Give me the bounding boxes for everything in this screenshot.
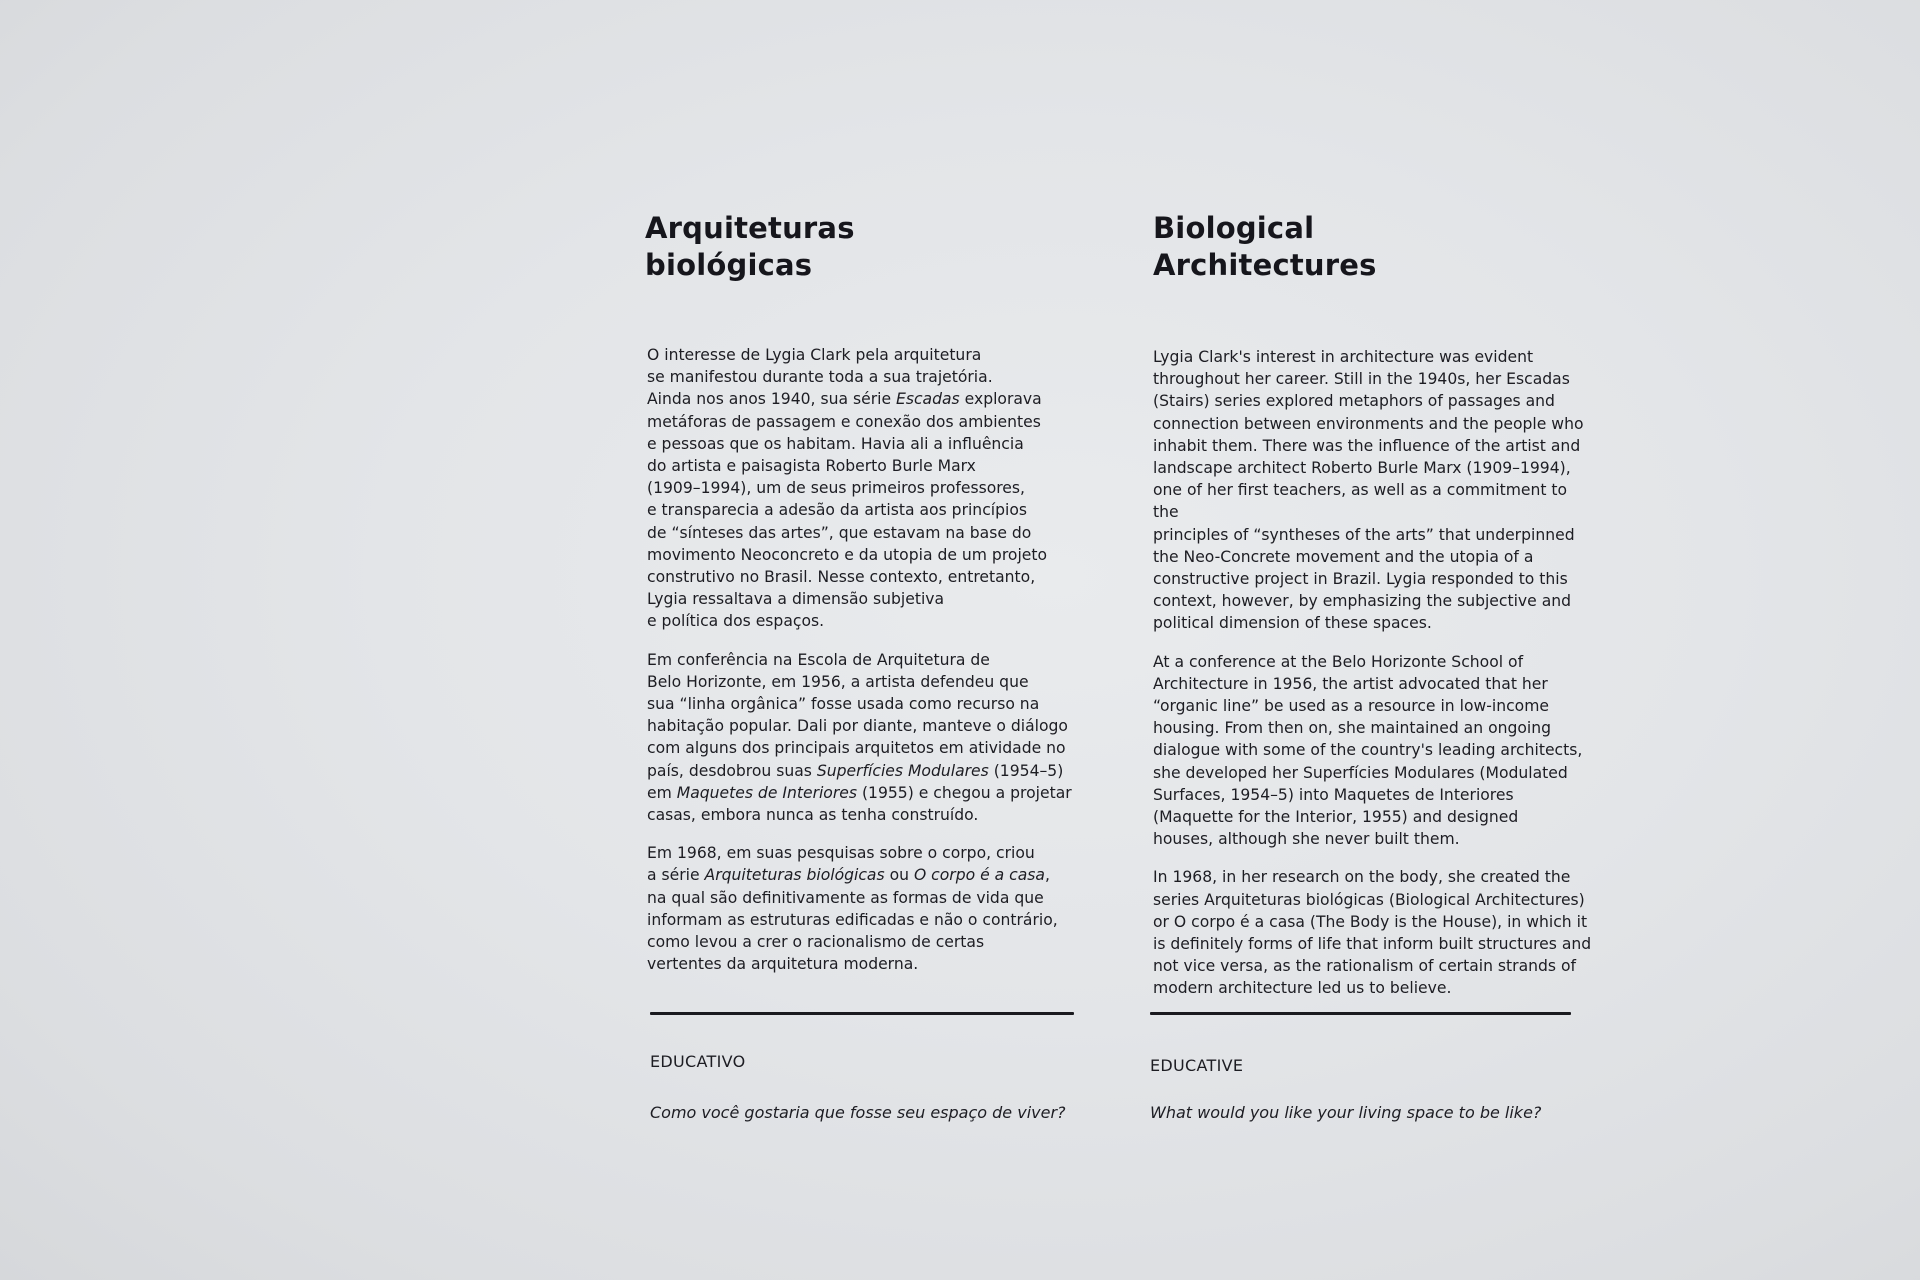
english-body	[1153, 346, 1593, 1016]
paragraph-text: , na qual são definitivamente as formas de vida que informam as estruturas edificadas e não o contrário, como levou a crer o racionalismo de certas vertentes da arquitetura moderna.	[647, 866, 1058, 974]
italic-title-text: O corpo é a casa	[913, 866, 1045, 885]
body-paragraph	[1153, 651, 1593, 851]
english-divider	[1150, 1012, 1571, 1015]
paragraph-text: explorava metáforas de passagem e conexão dos ambientes e pessoas que os habitam. Havia ali a influência do artista e paisagista Roberto Burle Marx (1909–1994), um de seus primeiros professores, e transparecia a adesão da artista aos princípios de “sínteses das artes”, que estavam na base do movimento Neoconcreto e da utopia de um projeto construtivo no Brasil. Nesse contexto, entretanto, Lygia ressaltava a dimensão subjetiva e política dos espaços.	[647, 390, 1048, 631]
paragraph-text: O interesse de Lygia Clark pela arquitetura se manifestou durante toda a sua trajetória. Ainda nos anos 1940, sua série	[647, 346, 993, 409]
paragraph-text: Em 1968, em suas pesquisas sobre o corpo, criou a série	[647, 844, 1035, 885]
body-paragraph	[1153, 866, 1593, 999]
english-educational-question: What would you like your living space to be like?	[1150, 1103, 1542, 1122]
paragraph-text: Em conferência na Escola de Arquitetura de Belo Horizonte, em 1956, a artista defendeu que sua “linha orgânica” fosse usada como recurso na habitação popular. Dali por diante, manteve o diálogo com alguns dos principais arquitetos em atividade no país, desdobrou suas	[647, 650, 1068, 780]
english-title: Biological Architectures	[1153, 211, 1377, 282]
paragraph-text: In 1968, in her research on the body, she created the series Arquiteturas biológicas (Biological Architectures) or O corpo é a casa (The Body is the House), in which it is definitely forms of life that inform built structures and not vice versa, as the rationalism of certain strands of modern architecture led us to believe.	[1153, 868, 1592, 998]
portuguese-column	[645, 210, 1085, 1122]
portuguese-title: Arquiteturas biológicas	[645, 211, 855, 282]
body-paragraph	[1153, 346, 1593, 635]
portuguese-body	[647, 344, 1077, 991]
paragraph-text: At a conference at the Belo Horizonte School of Architecture in 1956, the artist advocated that her “organic line” be used as a resource in low-income housing. From then on, she maintained an ongoing dialogue with some of the country's leading architects, she developed her Superfícies Modulares (Modulated Surfaces, 1954–5) into Maquetes de Interiores (Maquette for the Interior, 1955) and designed houses, although she never built them.	[1153, 652, 1583, 849]
portuguese-educational-label: EDUCATIVO	[650, 1052, 746, 1071]
paragraph-text: (1955) e chegou a projetar casas, embora nunca as tenha construído.	[647, 783, 1072, 825]
english-column	[1150, 210, 1593, 1122]
paragraph-text: (1954–5) em	[647, 761, 1064, 802]
english-educational-label: EDUCATIVE	[1150, 1056, 1244, 1075]
body-paragraph	[647, 344, 1077, 633]
paragraph-text: ou	[884, 866, 914, 885]
body-paragraph	[647, 842, 1077, 975]
italic-title-text: Superfícies Modulares	[816, 761, 989, 780]
portuguese-divider	[650, 1012, 1074, 1015]
italic-title-text: Arquiteturas biológicas	[704, 866, 885, 885]
body-paragraph	[647, 649, 1077, 827]
italic-title-text: Escadas	[896, 390, 960, 409]
italic-title-text: Maquetes de Interiores	[676, 783, 857, 802]
paragraph-text: Lygia Clark's interest in architecture was evident throughout her career. Still in the 1940s, her Escadas (Stairs) series explored metaphors of passages and connection between environments and the people who inhabit them. There was the influence of the artist and landscape architect Roberto Burle Marx (1909–1994), one of her first teachers, as well as a commitment to the principles of “syntheses of the arts” that underpinned the Neo-Concrete movement and the utopia of a constructive project in Brazil. Lygia responded to this context, however, by emphasizing the subjective and political dimension of these spaces.	[1153, 348, 1584, 633]
portuguese-educational-question: Como você gostaria que fosse seu espaço de viver?	[650, 1103, 1066, 1122]
